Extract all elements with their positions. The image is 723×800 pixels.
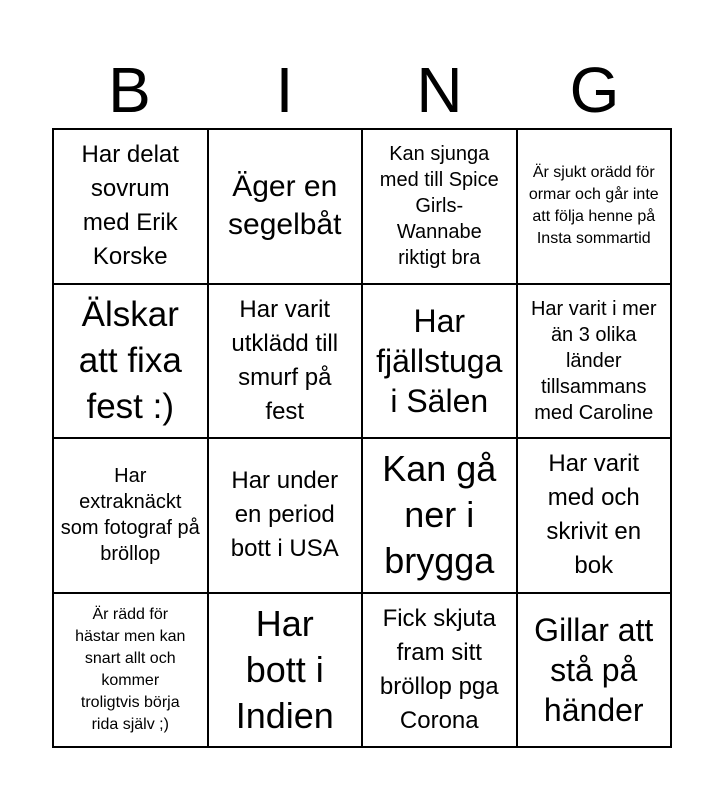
cell-text: Är sjukt orädd för ormar och går inte att följa henne på Insta sommartid <box>528 164 659 248</box>
cell-text: Har fjällstuga i Sälen <box>376 302 503 419</box>
cell-text: Har varit utklädd till smurf på fest <box>231 295 339 425</box>
cell-text: Har varit i mer än 3 olika länder tillsammans med Caroline <box>530 297 657 424</box>
cell-text: Gillar att stå på händer <box>534 611 654 728</box>
cell-text: Har under en period bott i USA <box>230 467 339 563</box>
bingo-cell[interactable] <box>208 593 363 748</box>
cell-text: Har delat sovrum med Erik Korske <box>81 141 179 271</box>
cell-text: Är rädd för hästar men kan snart allt och kommer troligtvis börja rida själv ;) <box>75 605 186 733</box>
bingo-cell[interactable] <box>208 438 363 593</box>
bingo-cell[interactable] <box>53 129 208 284</box>
cell-text: Äger en segelbåt <box>228 170 342 242</box>
bingo-cell[interactable] <box>362 129 517 284</box>
bingo-cell[interactable] <box>208 284 363 439</box>
cell-text: Har extraknäckt som fotograf på bröllop <box>60 465 200 566</box>
cell-text: Älskar att fixa fest :) <box>78 294 182 426</box>
header-letter-n: N <box>416 54 463 126</box>
header-letter-b: B <box>108 54 151 126</box>
bingo-cell[interactable] <box>53 284 208 439</box>
bingo-cell[interactable] <box>362 438 517 593</box>
bingo-cell[interactable] <box>53 593 208 748</box>
cell-text: Har bott i Indien <box>235 602 334 736</box>
header-letter-g: G <box>569 54 620 126</box>
bingo-cell[interactable] <box>517 129 672 284</box>
header-letter-i: I <box>275 54 294 126</box>
cell-text: Kan gå ner i brygga <box>382 448 497 582</box>
bingo-cell[interactable] <box>362 284 517 439</box>
bingo-grid <box>52 128 672 748</box>
bingo-cell[interactable] <box>517 593 672 748</box>
bingo-cell[interactable] <box>517 438 672 593</box>
bingo-cell[interactable] <box>208 129 363 284</box>
cell-text: Har varit med och skrivit en bok <box>546 450 642 580</box>
bingo-cell[interactable] <box>517 284 672 439</box>
bingo-cell[interactable] <box>53 438 208 593</box>
bingo-header <box>52 52 672 128</box>
cell-text: Kan sjunga med till Spice Girls- Wannabe riktigt bra <box>379 143 499 270</box>
cell-text: Fick skjuta fram sitt bröllop pga Corona <box>379 604 499 734</box>
bingo-cell[interactable] <box>362 593 517 748</box>
